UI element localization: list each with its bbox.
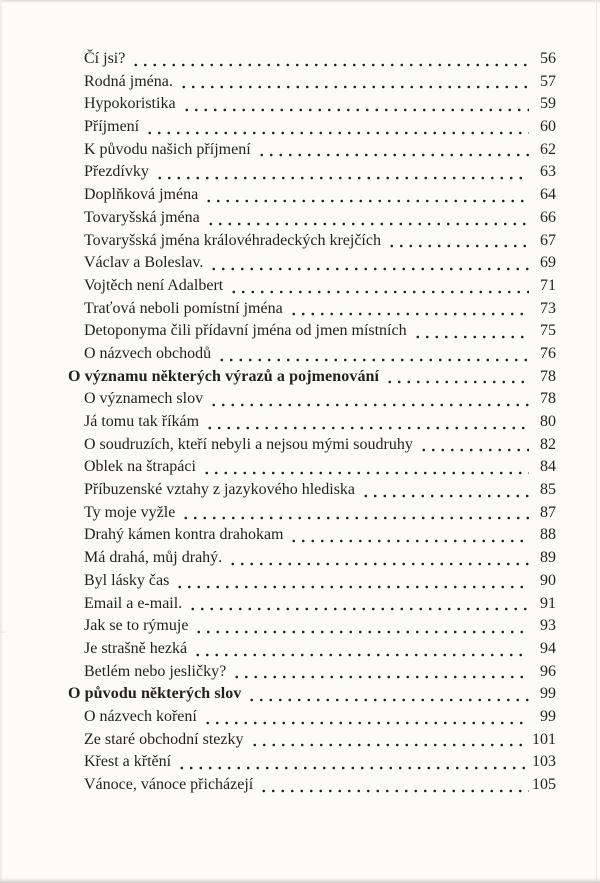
toc-entry-label: Je strašně hezká (84, 639, 188, 657)
dot-leader (193, 640, 529, 663)
toc-entry-page: 99 (540, 685, 556, 703)
toc-row (68, 50, 556, 73)
toc-row (68, 345, 556, 368)
toc-row (68, 209, 556, 232)
toc-row (68, 617, 556, 640)
toc-entry-page: 88 (540, 526, 556, 544)
toc-row (68, 95, 556, 118)
toc-entry-page: 87 (540, 503, 556, 521)
toc-row (68, 141, 556, 164)
toc-row (68, 776, 556, 799)
dot-leader (177, 753, 529, 776)
toc-row (68, 186, 556, 209)
toc-row (68, 708, 556, 731)
toc-entry-page: 67 (540, 231, 556, 249)
toc-entry-page: 80 (540, 413, 556, 430)
toc-entry-page: 94 (540, 639, 556, 657)
toc-row (68, 753, 556, 776)
toc-entry-page: 103 (532, 753, 556, 771)
dot-leader (205, 413, 529, 436)
dot-leader (179, 73, 529, 96)
toc-entry-page: 84 (540, 458, 556, 476)
dot-leader (131, 50, 529, 73)
toc-entry-page: 63 (540, 163, 556, 181)
toc-entry-label: O významech slov (84, 390, 204, 408)
toc-entry-label: O názvech obchodů (84, 344, 212, 362)
toc-row (68, 390, 556, 413)
toc-entry-label: O soudruzích, kteří nebyli a nejsou mými soudruhy (84, 435, 413, 453)
toc-entry-page: 89 (540, 549, 556, 567)
toc-row (68, 368, 556, 391)
toc-row (68, 572, 556, 595)
dot-leader (145, 118, 529, 141)
toc-row (68, 322, 556, 345)
toc-entry-page: 105 (532, 776, 556, 793)
toc-entry-label: Václav a Boleslav. (84, 254, 204, 272)
dot-leader (175, 572, 529, 595)
toc-entry-page: 75 (540, 322, 556, 340)
toc-entry-page: 64 (540, 186, 556, 204)
toc-entry-label: Má drahá, můj drahý. (84, 549, 223, 567)
toc-row (68, 595, 556, 618)
toc-entry-page: 90 (540, 571, 556, 589)
toc-entry-page: 76 (540, 344, 556, 362)
dot-leader (217, 345, 529, 368)
dot-leader (206, 209, 529, 232)
toc-row (68, 163, 556, 186)
dot-leader (289, 300, 529, 323)
toc-entry-page: 62 (540, 140, 556, 158)
toc-entry-page: 73 (540, 299, 556, 317)
toc-entry-label: Ty moje vyžle (84, 503, 176, 521)
toc-entry-page: 71 (540, 276, 556, 294)
dot-leader (257, 141, 529, 164)
toc-row (68, 232, 556, 255)
toc-row (68, 685, 556, 708)
dot-leader (181, 504, 529, 527)
dot-leader (232, 663, 529, 686)
toc-entry-label: Oblek na štrapáci (84, 458, 196, 476)
toc-entry-label: O původu některých slov (68, 685, 242, 703)
toc-row (68, 73, 556, 96)
toc-entry-page: 85 (540, 481, 556, 499)
dot-leader (289, 526, 529, 549)
toc-row (68, 118, 556, 141)
toc-entry-page: 93 (540, 617, 556, 635)
toc-entry-page: 78 (540, 367, 556, 385)
toc-entry-label: Traťová neboli pomístní jména (84, 299, 283, 317)
toc-list (68, 50, 556, 799)
toc-row (68, 526, 556, 549)
toc-entry-label: Příjmení (84, 118, 140, 136)
dot-leader (413, 322, 529, 345)
toc-entry-label: Vojtěch není Adalbert (84, 276, 224, 294)
toc-entry-label: Tovaryšská jména královéhradeckých krejčích (84, 231, 381, 249)
toc-entry-page: 82 (540, 435, 556, 453)
toc-entry-label: Byl lásky čas (84, 571, 170, 589)
toc-entry-label: Email a e-mail. (84, 594, 183, 612)
dot-leader (204, 186, 529, 209)
toc-entry-label: Detoponyma čili přídavní jména od jmen místních (84, 322, 407, 340)
dot-leader (194, 617, 529, 640)
toc-entry-label: O významu některých výrazů a pojmenování (68, 367, 380, 385)
toc-entry-label: Křest a křtění (84, 753, 172, 771)
toc-entry-page: 101 (532, 730, 556, 748)
dot-leader (228, 549, 529, 572)
dot-leader (209, 254, 529, 277)
toc-row (68, 481, 556, 504)
toc-entry-label: Rodná jména. (84, 72, 173, 90)
toc-entry-label: Čí jsi? (84, 50, 126, 67)
toc-entry-page: 60 (540, 118, 556, 136)
dot-leader (188, 595, 529, 618)
toc-entry-page: 57 (540, 72, 556, 90)
toc-row (68, 640, 556, 663)
toc-entry-page: 99 (540, 707, 556, 725)
toc-entry-page: 66 (540, 208, 556, 226)
toc-row (68, 549, 556, 572)
dot-leader (419, 436, 529, 459)
toc-row (68, 663, 556, 686)
dot-leader (209, 390, 529, 413)
toc-row (68, 504, 556, 527)
toc-row (68, 436, 556, 459)
toc-entry-label: Drahý kámen kontra drahokam (84, 526, 284, 544)
toc-row (68, 731, 556, 754)
toc-entry-label: K původu našich příjmení (84, 140, 251, 158)
toc-entry-label: Doplňková jména (84, 186, 199, 204)
scan-edge-bottom (0, 878, 600, 883)
toc-entry-page: 96 (540, 662, 556, 680)
dot-leader (361, 481, 529, 504)
toc-entry-label: Vánoce, vánoce přicházejí (84, 776, 254, 793)
toc-entry-page: 91 (540, 594, 556, 612)
scan-edge-top (0, 0, 600, 3)
toc-entry-label: Já tomu tak říkám (84, 413, 200, 430)
dot-leader (203, 708, 529, 731)
dot-leader (387, 232, 529, 255)
toc-row (68, 413, 556, 436)
toc-row (68, 300, 556, 323)
dot-leader (202, 458, 529, 481)
toc-entry-label: Betlém nebo jesličky? (84, 662, 227, 680)
toc-entry-label: Jak se to rýmuje (84, 617, 189, 635)
toc-entry-label: Hypokoristika (84, 95, 176, 113)
dot-leader (247, 685, 529, 708)
toc-entry-label: Ze staré obchodní stezky (84, 730, 244, 748)
dot-leader (229, 277, 529, 300)
toc-entry-page: 69 (540, 254, 556, 272)
dot-leader (250, 731, 530, 754)
toc-entry-label: Přezdívky (84, 163, 149, 181)
toc-entry-label: Příbuzenské vztahy z jazykového hlediska (84, 481, 356, 499)
toc-entry-page: 56 (540, 50, 556, 67)
toc-entry-label: Tovaryšská jména (84, 208, 200, 226)
toc-entry-page: 59 (540, 95, 556, 113)
toc-row (68, 277, 556, 300)
toc-row (68, 458, 556, 481)
dot-leader (259, 776, 529, 799)
dot-leader (385, 368, 529, 391)
dot-leader (155, 163, 529, 186)
toc-row (68, 254, 556, 277)
scan-edge-right (596, 0, 597, 883)
toc-entry-page: 78 (540, 390, 556, 408)
toc-entry-label: O názvech koření (84, 707, 197, 725)
dot-leader (182, 95, 529, 118)
